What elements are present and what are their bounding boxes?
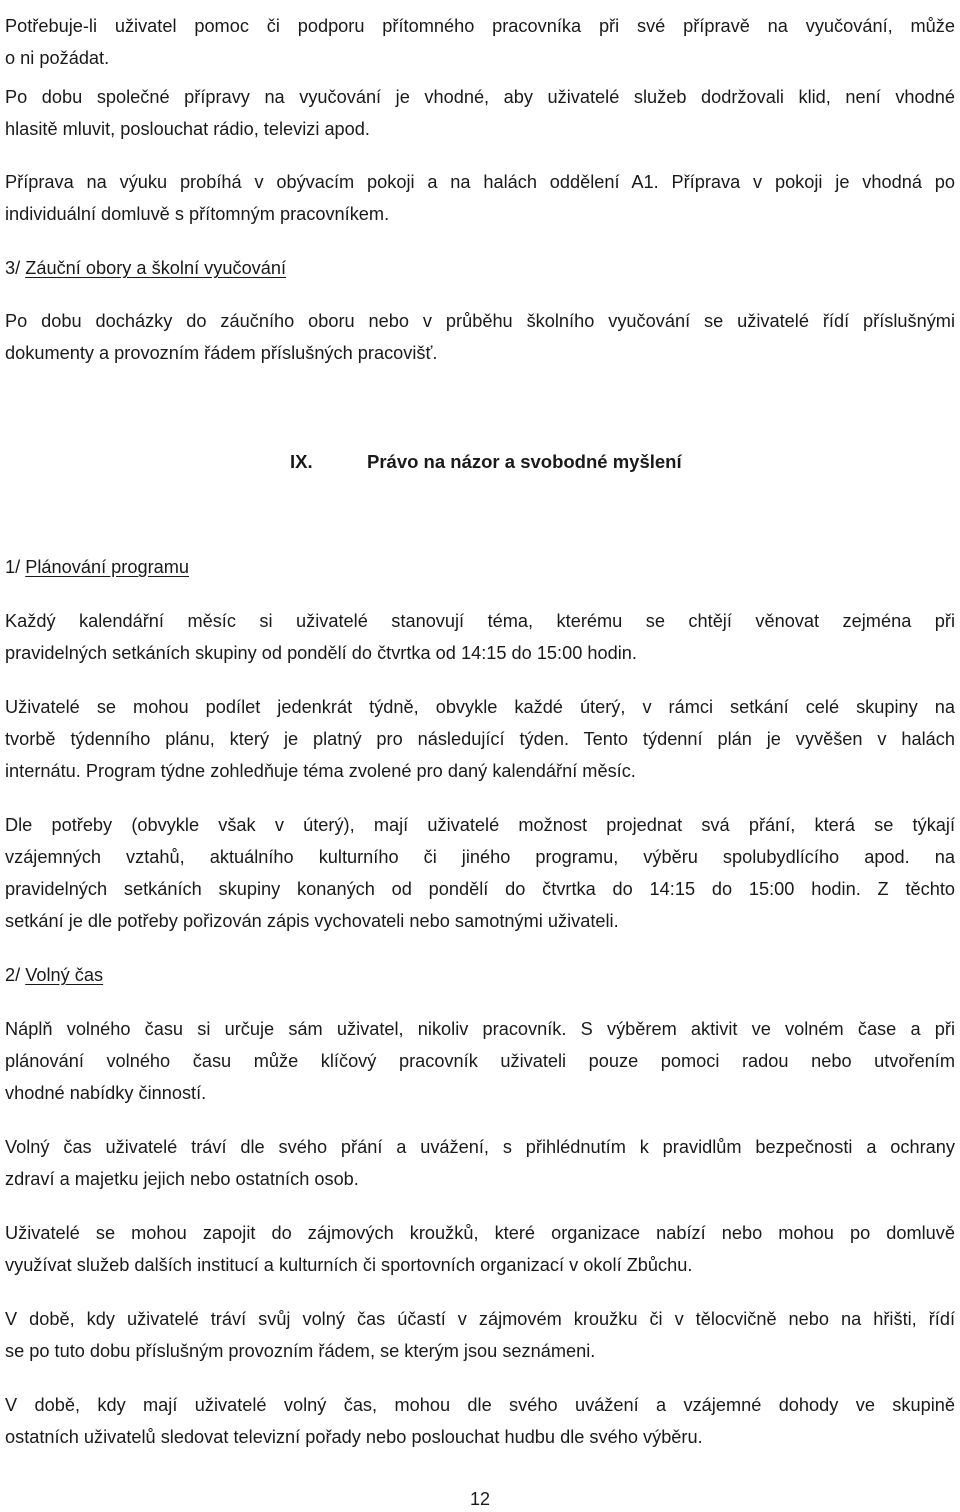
paragraph-tv-music: [5, 1389, 955, 1453]
section-title: Plánování programu: [25, 557, 190, 577]
paragraph-preparation-place: [5, 166, 955, 230]
section-number: 1/: [5, 557, 26, 577]
paragraph-monthly-theme: [5, 605, 955, 669]
text-line: Příprava na výuku probíhá v obývacím pokoji a na halách oddělení A1. Příprava v pokoji je vhodná po: [5, 172, 955, 192]
text-line: vhodné nabídky činností.: [5, 1083, 207, 1103]
text-line: Uživatelé se mohou zapojit do zájmových kroužků, které organizace nabízí nebo mohou po domluvě: [5, 1223, 955, 1243]
section-number: 3/: [5, 258, 26, 278]
paragraph-school: [5, 305, 955, 369]
text-line: o ni požádat.: [5, 48, 110, 68]
paragraph-preparation-help: [5, 10, 955, 74]
text-line: tvorbě týdenního plánu, který je platný pro následující týden. Tento týdenní plán je vyvěšen v halách: [5, 729, 955, 749]
paragraph-quiet-preparation: [5, 81, 955, 145]
text-line: využívat služeb dalších institucí a kulturních či sportovních organizací v okolí Zbůchu.: [5, 1255, 693, 1275]
chapter-heading: [0, 446, 960, 478]
text-line: plánování volného času může klíčový pracovník uživateli pouze pomoci radou nebo utvořením: [5, 1051, 955, 1071]
section-title: Záuční obory a školní vyučování: [25, 258, 287, 278]
section-heading-1: [5, 551, 955, 583]
text-line: pravidelných setkáních skupiny konaných od pondělí do čtvrtka do 14:15 do 15:00 hodin. Z těchto: [5, 879, 955, 899]
text-line: individuální domluvě s přítomným pracovníkem.: [5, 204, 390, 224]
paragraph-wishes: [5, 809, 955, 937]
text-line: pravidelných setkáních skupiny od pondělí do čtvrtka od 14:15 do 15:00 hodin.: [5, 643, 637, 663]
paragraph-free-time-safety: [5, 1131, 955, 1195]
paragraph-clubs: [5, 1217, 955, 1281]
section-title: Volný čas: [25, 965, 104, 985]
text-line: zdraví a majetku jejich nebo ostatních osob.: [5, 1169, 359, 1189]
section-heading-3: [5, 252, 955, 284]
paragraph-weekly-plan: [5, 691, 955, 787]
text-line: hlasitě mluvit, poslouchat rádio, televizi apod.: [5, 119, 370, 139]
section-heading-2: [5, 959, 955, 991]
text-line: dokumenty a provozním řádem příslušných pracovišť.: [5, 343, 438, 363]
text-line: V době, kdy uživatelé tráví svůj volný čas účastí v zájmovém kroužku či v tělocvičně nebo na hřišti, řídí: [5, 1309, 955, 1329]
text-line: Náplň volného času si určuje sám uživatel, nikoliv pracovník. S výběrem aktivit ve volném čase a při: [5, 1019, 955, 1039]
text-line: Po dobu docházky do záučního oboru nebo v průběhu školního vyučování se uživatelé řídí příslušnými: [5, 311, 955, 331]
text-line: V době, kdy mají uživatelé volný čas, mohou dle svého uvážení a vzájemné dohody ve skupině: [5, 1395, 955, 1415]
text-line: se po tuto dobu příslušným provozním řádem, se kterým jsou seznámeni.: [5, 1341, 596, 1361]
text-line: Po dobu společné přípravy na vyučování je vhodné, aby uživatelé služeb dodržovali klid, není vhodné: [5, 87, 955, 107]
text-line: internátu. Program týdne zohledňuje téma zvolené pro daný kalendářní měsíc.: [5, 761, 636, 781]
chapter-title: Právo na názor a svobodné myšlení: [367, 451, 682, 472]
paragraph-gym-rules: [5, 1303, 955, 1367]
text-line: Volný čas uživatelé tráví dle svého přání a uvážení, s přihlédnutím k pravidlům bezpečnosti a ochrany: [5, 1137, 955, 1157]
text-line: Dle potřeby (obvykle však v úterý), mají uživatelé možnost projednat svá přání, která se týkají: [5, 815, 955, 835]
text-line: setkání je dle potřeby pořizován zápis vychovateli nebo samotnými uživateli.: [5, 911, 619, 931]
text-line: vzájemných vztahů, aktuálního kulturního či jiného programu, výběru spolubydlícího apod. na: [5, 847, 955, 867]
text-line: ostatních uživatelů sledovat televizní pořady nebo poslouchat hudbu dle svého výběru.: [5, 1427, 703, 1447]
page-number: 12: [469, 1489, 491, 1509]
section-number: 2/: [5, 965, 26, 985]
text-line: Potřebuje-li uživatel pomoc či podporu přítomného pracovníka při své přípravě na vyučování, může: [5, 16, 955, 36]
paragraph-free-time-content: [5, 1013, 955, 1109]
text-line: Každý kalendářní měsíc si uživatelé stanovují téma, kterému se chtějí věnovat zejména při: [5, 611, 955, 631]
text-line: Uživatelé se mohou podílet jedenkrát týdně, obvykle každé úterý, v rámci setkání celé skupiny na: [5, 697, 955, 717]
chapter-number: IX.: [290, 451, 313, 472]
